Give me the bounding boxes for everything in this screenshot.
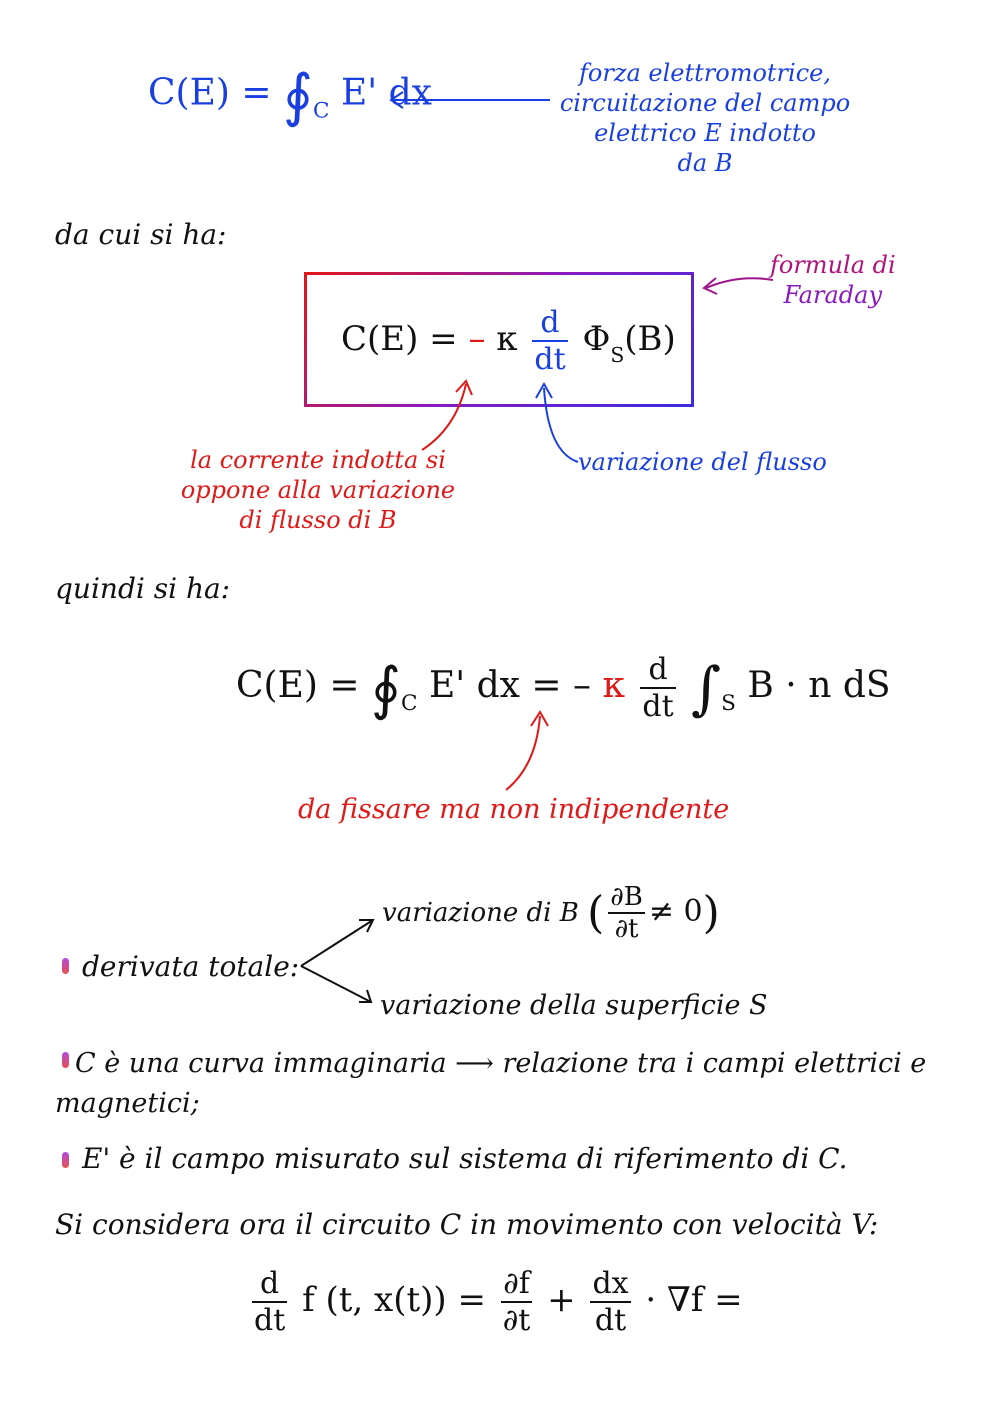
final-plus: + xyxy=(547,1280,576,1320)
eq2-derivative xyxy=(640,652,675,724)
box-dt: dt xyxy=(534,342,566,377)
k-note-arrow xyxy=(500,706,560,796)
intro-text-1: da cui si ha: xyxy=(55,218,227,251)
final-dt: dt xyxy=(254,1303,286,1338)
eq2-integrand-2: B · n dS xyxy=(747,665,891,706)
bullet-marker-3 xyxy=(62,1152,69,1168)
eq2-int-sub: S xyxy=(721,690,736,716)
faraday-label-line-1: formula di xyxy=(770,251,896,279)
top-eq-integrand: E' dx xyxy=(340,72,432,114)
faraday-formula xyxy=(341,305,676,377)
final-dxdt xyxy=(590,1266,630,1338)
bullet-2: E' è il campo misurato sul sistema di riferimento di C. xyxy=(82,1142,848,1175)
box-lhs: C(E) = xyxy=(341,319,458,359)
k-note: da fissare ma non indipendente xyxy=(298,794,730,825)
eq2-equals: = – xyxy=(531,665,592,706)
red-note-line-2: oppone alla variazione xyxy=(180,476,456,504)
final-grad: · ∇f = xyxy=(645,1280,743,1320)
open-paren: ( xyxy=(587,887,605,939)
eq2-surface-integral: ∫ xyxy=(691,654,722,722)
partial-fraction xyxy=(608,882,645,944)
bullet-1: C è una curva immaginaria ⟶ relazione tra i campi elettrici e magnetici; xyxy=(55,1048,927,1119)
close-paren: ) xyxy=(702,887,720,939)
box-phi-arg: (B) xyxy=(624,319,676,359)
box-derivative xyxy=(532,305,567,377)
bullet-marker-1 xyxy=(62,958,69,974)
closing-text: Si considera ora il circuito C in movimento con velocità V: xyxy=(55,1208,879,1241)
faraday-arrow xyxy=(698,272,778,302)
red-note-arrow xyxy=(418,376,478,456)
branch-2-text: variazione della superficie S xyxy=(380,990,768,1021)
branch-lines xyxy=(295,910,385,1010)
branch-1-condition xyxy=(587,882,720,944)
final-dx: dx xyxy=(592,1266,629,1301)
eq2-d: d xyxy=(648,652,668,687)
final-total-derivative xyxy=(252,1266,287,1338)
eq2-integrand: E' dx xyxy=(428,665,520,706)
branch-1-text: variazione di B xyxy=(382,898,579,928)
intro-text-2: quindi si ha: xyxy=(55,572,231,605)
contour-integral-symbol: ∮ xyxy=(282,62,313,129)
red-note xyxy=(168,445,468,535)
box-phi: Φ xyxy=(582,319,611,359)
eq2-dt: dt xyxy=(642,689,674,724)
red-note-line-3: di flusso di B xyxy=(239,506,397,534)
top-note-line-1: forza elettromotrice, xyxy=(579,59,831,87)
neq-zero: ≠ 0 xyxy=(648,894,703,929)
top-eq-sub: C xyxy=(313,98,330,124)
final-d: d xyxy=(260,1266,280,1301)
top-eq-lhs: C(E) = xyxy=(148,72,272,114)
final-dt2: dt xyxy=(590,1301,630,1338)
box-d: d xyxy=(540,305,560,340)
final-equation xyxy=(248,1266,743,1338)
box-phi-sub: S xyxy=(610,343,625,368)
derivative-label: derivata totale: xyxy=(82,950,300,983)
top-arrow xyxy=(385,88,555,112)
faraday-label xyxy=(770,250,896,310)
blue-note: variazione del flusso xyxy=(578,448,827,476)
eq2-k: κ xyxy=(602,665,625,706)
eq2-sub: C xyxy=(401,690,418,716)
eq2-lhs: C(E) = xyxy=(236,665,360,706)
final-f-expr: f (t, x(t)) = xyxy=(302,1280,486,1320)
branch-1 xyxy=(382,882,720,944)
box-k: κ xyxy=(496,319,518,359)
final-pf: ∂f xyxy=(503,1266,530,1301)
faraday-label-line-2: Faraday xyxy=(783,281,882,309)
final-partial xyxy=(501,1266,533,1338)
top-note-line-2: circuitazione del campo xyxy=(559,89,851,117)
equation-2 xyxy=(236,652,891,724)
top-note xyxy=(555,58,855,178)
partial-b: ∂B xyxy=(610,882,643,912)
partial-t: ∂t xyxy=(608,912,645,944)
faraday-box xyxy=(304,272,694,407)
eq2-contour-integral: ∮ xyxy=(370,654,401,722)
final-pt: ∂t xyxy=(502,1303,531,1338)
top-note-line-3: elettrico E indotto xyxy=(594,119,816,147)
red-note-line-1: la corrente indotta si xyxy=(190,446,446,474)
top-note-line-4: da B xyxy=(677,149,733,177)
box-minus: – xyxy=(468,319,486,359)
